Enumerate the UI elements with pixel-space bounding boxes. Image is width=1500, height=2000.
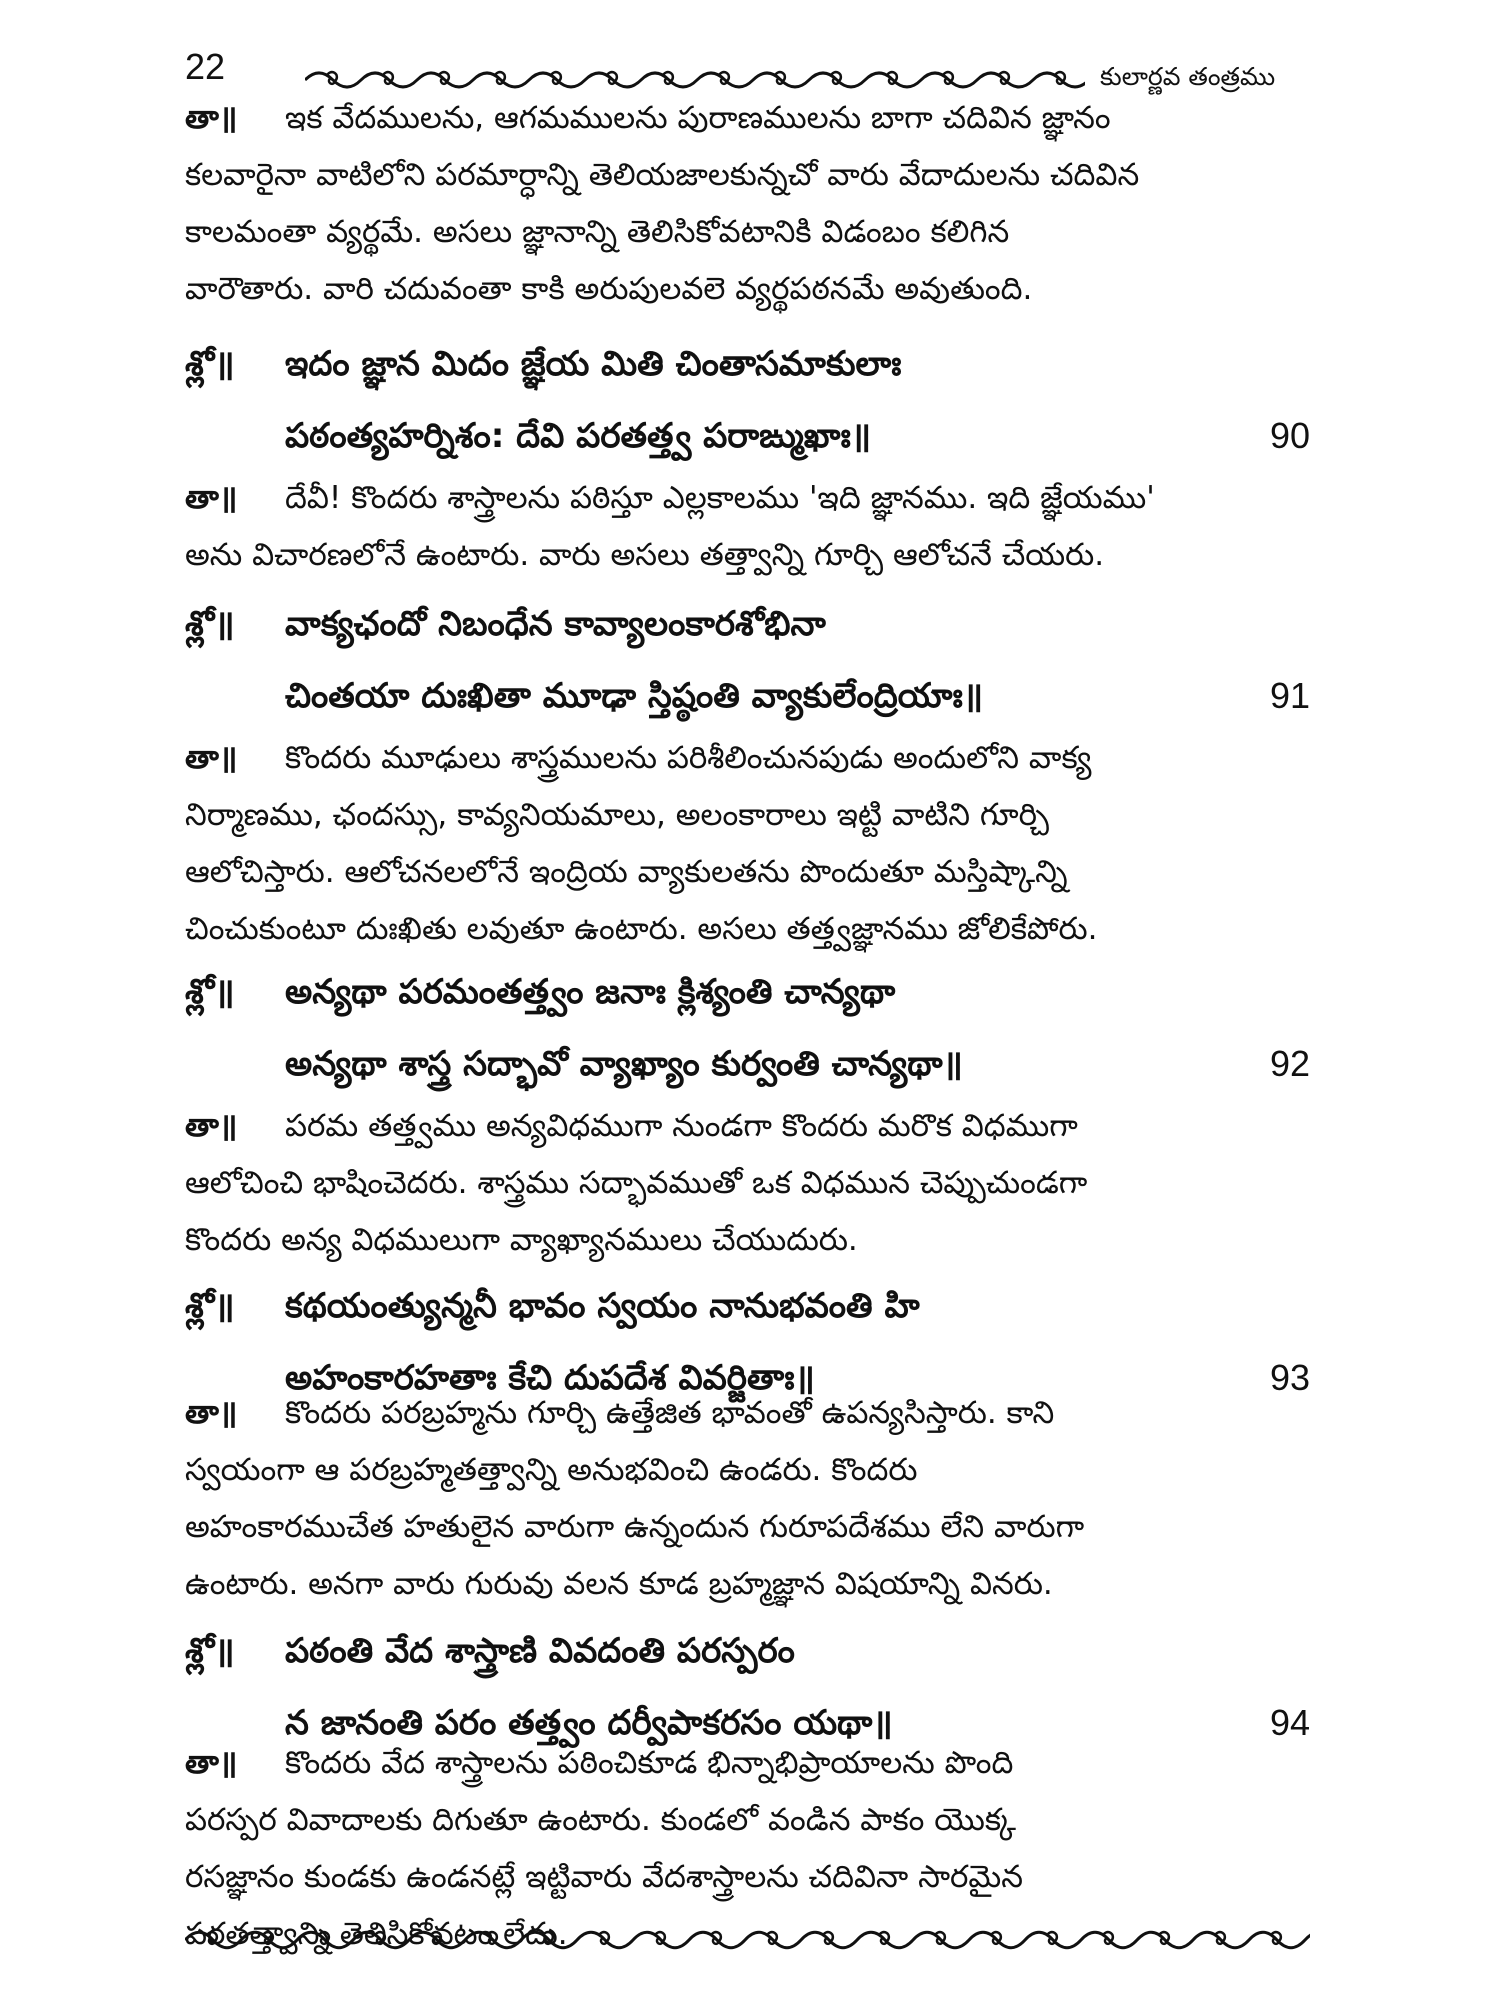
commentary-marker: తా॥ (185, 1745, 238, 1781)
text-line: చించుకుంటూ దుఃఖితు లవుతూ ఉంటారు. అసలు తత్త్వజ్ఞానము జోలికేపోరు. (185, 911, 1098, 947)
verse-line: శ్లో॥ ఇదం జ్ఞాన మిదం జ్ఞేయ మితి చింతాసమాకులాః (185, 328, 1355, 400)
commentary-marker: తా॥ (185, 1395, 238, 1431)
verse-number: 93 (1269, 1357, 1310, 1398)
text-line: తా॥ కొందరు పరబ్రహ్మను గూర్చి ఉత్తేజిత భావంతో ఉపన్యసిస్తారు. కాని (185, 1385, 1355, 1442)
text-line: కొందరు అన్య విధములుగా వ్యాఖ్యానములు చేయుదురు. (185, 1222, 858, 1258)
sloka-verse (185, 328, 1355, 472)
commentary-marker: తా॥ (185, 100, 238, 136)
verse-line: చింతయా దుఃఖితా మూఢా స్తిష్ఠంతి వ్యాకులేంద్రియాః॥ 91 (185, 660, 1355, 732)
text-line: తా॥ కొందరు వేద శాస్త్రాలను పఠించికూడ భిన్నాభిప్రాయాలను పొంది (185, 1735, 1355, 1792)
verse-line: శ్లో॥ అన్యథా పరమంతత్త్వం జనాః క్లిశ్యంతి చాన్యథా (185, 956, 1355, 1028)
text-line: తా॥ పరమ తత్త్వము అన్యవిధముగా నుండగా కొందరు మరొక విధముగా (185, 1098, 1355, 1155)
commentary-paragraph (185, 90, 1355, 318)
commentary-paragraph (185, 730, 1355, 958)
text-line: ఆలోచించి భాషించెదరు. శాస్త్రము సద్భావముతో ఒక విధమున చెప్పుచుండగా (185, 1165, 1088, 1201)
footer-ornament-border (185, 1918, 1310, 1962)
text-line: ఉంటారు. అనగా వారు గురువు వలన కూడ బ్రహ్మజ్ఞాన విషయాన్ని వినరు. (185, 1566, 1053, 1602)
text-line: తా॥ ఇక వేదములను, ఆగమములను పురాణములను బాగా చదివిన జ్ఞానం (185, 90, 1355, 147)
text-line: కాలమంతా వ్యర్థమే. అసలు జ్ఞానాన్ని తెలిసికోవటానికి విడంబం కలిగిన (185, 214, 1010, 250)
commentary-paragraph (185, 1385, 1355, 1613)
verse-line: శ్లో॥ పఠంతి వేద శాస్త్రాణి వివదంతి పరస్పరం (185, 1615, 1355, 1687)
commentary-marker: తా॥ (185, 740, 238, 776)
text-line: నిర్మాణము, ఛందస్సు, కావ్యనియమాలు, అలంకారాలు ఇట్టి వాటిని గూర్చి (185, 797, 1049, 833)
verse-line: న జానంతి పరం తత్త్వం దర్వీపాకరసం యథా॥ 94 (185, 1687, 1355, 1759)
verse-line: శ్లో॥ కథయంత్యున్మనీ భావం స్వయం నానుభవంతి హి (185, 1270, 1355, 1342)
running-title: కులార్ణవ తంత్రము (1100, 62, 1276, 91)
verse-number: 90 (1269, 415, 1310, 456)
sloka-verse (185, 588, 1355, 732)
sloka-marker: శ్లో॥ (185, 1286, 235, 1326)
verse-number: 92 (1269, 1043, 1310, 1084)
text-line: కలవారైనా వాటిలోని పరమార్ధాన్ని తెలియజాలకున్నచో వారు వేదాదులను చదివిన (185, 157, 1140, 193)
sloka-marker: శ్లో॥ (185, 604, 235, 644)
text-line: స్వయంగా ఆ పరబ్రహ్మతత్త్వాన్ని అనుభవించి ఉండరు. కొందరు (185, 1452, 918, 1488)
text-line: తా॥ దేవీ! కొందరు శాస్త్రాలను పఠిస్తూ ఎల్లకాలము 'ఇది జ్ఞానము. ఇది జ్ఞేయము' (185, 470, 1355, 527)
commentary-marker: తా॥ (185, 480, 238, 516)
verse-number: 91 (1269, 675, 1310, 716)
sloka-marker: శ్లో॥ (185, 972, 235, 1012)
text-line: పరస్పర వివాదాలకు దిగుతూ ఉంటారు. కుండలో వండిన పాకం యొక్క (185, 1802, 1016, 1838)
verse-line: శ్లో॥ వాక్యఛందో నిబంధేన కావ్యాలంకారశోభినా (185, 588, 1355, 660)
text-line: రసజ్ఞానం కుండకు ఉండనట్లే ఇట్టివారు వేదశాస్త్రాలను చదివినా సారమైన (185, 1859, 1023, 1895)
verse-line: అహంకారహతాః కేచి దుపదేశ వివర్జితాః॥ 93 (185, 1342, 1355, 1414)
commentary-paragraph (185, 470, 1355, 584)
verse-line: అన్యథా శాస్త్ర సద్భావో వ్యాఖ్యాం కుర్వంతి చాన్యథా॥ 92 (185, 1028, 1355, 1100)
commentary-marker: తా॥ (185, 1108, 238, 1144)
text-line: ఆలోచిస్తారు. ఆలోచనలలోనే ఇంద్రియ వ్యాకులతను పొందుతూ మస్తిష్కాన్ని (185, 854, 1068, 890)
text-line: పరతత్త్వాన్ని తెలిసికోవటం లేదు. (185, 1916, 568, 1952)
commentary-paragraph (185, 1098, 1355, 1269)
text-line: అహంకారముచేత హతులైన వారుగా ఉన్నందున గురూపదేశము లేని వారుగా (185, 1509, 1085, 1545)
text-line: అను విచారణలోనే ఉంటారు. వారు అసలు తత్త్వాన్ని గూర్చి ఆలోచనే చేయరు. (185, 537, 1105, 573)
sloka-marker: శ్లో॥ (185, 344, 235, 384)
page-number: 22 (185, 46, 226, 87)
sloka-marker: శ్లో॥ (185, 1631, 235, 1671)
verse-number: 94 (1269, 1702, 1310, 1743)
verse-line: పఠంత్యహర్నిశం: దేవి పరతత్త్వ పరాఙ్ముఖాః॥ 90 (185, 400, 1355, 472)
text-line: వారౌతారు. వారి చదువంతా కాకి అరుపులవలె వ్యర్థపఠనమే అవుతుంది. (185, 271, 1033, 307)
text-line: తా॥ కొందరు మూఢులు శాస్త్రములను పరిశీలించునపుడు అందులోని వాక్య (185, 730, 1355, 787)
sloka-verse (185, 956, 1355, 1100)
